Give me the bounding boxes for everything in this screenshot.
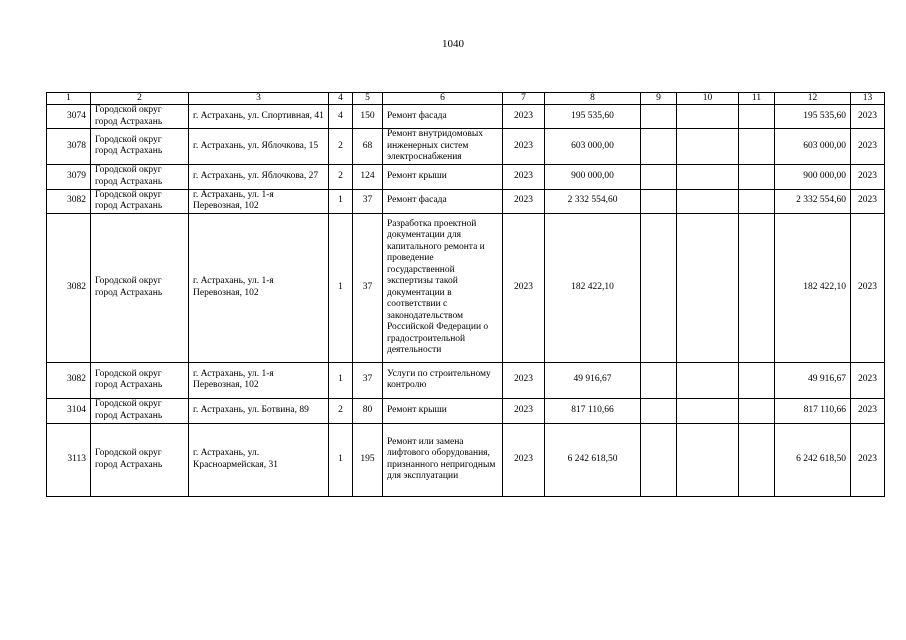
- work-type-cell: Услуги по строительному контролю: [383, 362, 503, 398]
- column-header: 8: [545, 93, 641, 105]
- col5-cell: 68: [353, 129, 383, 165]
- col9-cell: [641, 423, 677, 496]
- municipality-cell: Городской округ город Астрахань: [91, 189, 189, 213]
- col4-cell: 1: [329, 189, 353, 213]
- total-cell: 195 535,60: [775, 105, 851, 129]
- address-cell: г. Астрахань, ул. Спортивная, 41: [189, 105, 329, 129]
- col5-cell: 150: [353, 105, 383, 129]
- column-header: 2: [91, 93, 189, 105]
- col9-cell: [641, 398, 677, 423]
- col10-cell: [677, 189, 739, 213]
- row-id: 3082: [47, 213, 91, 362]
- col9-cell: [641, 362, 677, 398]
- end-year-cell: 2023: [851, 105, 885, 129]
- work-type-cell: Ремонт крыши: [383, 398, 503, 423]
- row-id: 3079: [47, 164, 91, 189]
- col11-cell: [739, 129, 775, 165]
- end-year-cell: 2023: [851, 213, 885, 362]
- cost-cell: 49 916,67: [545, 362, 641, 398]
- column-header: 10: [677, 93, 739, 105]
- total-cell: 900 000,00: [775, 164, 851, 189]
- col10-cell: [677, 362, 739, 398]
- cost-cell: 195 535,60: [545, 105, 641, 129]
- column-header: 5: [353, 93, 383, 105]
- col11-cell: [739, 362, 775, 398]
- total-cell: 817 110,66: [775, 398, 851, 423]
- column-header: 11: [739, 93, 775, 105]
- col11-cell: [739, 213, 775, 362]
- col4-cell: 4: [329, 105, 353, 129]
- col11-cell: [739, 164, 775, 189]
- cost-cell: 182 422,10: [545, 213, 641, 362]
- municipality-cell: Городской округ город Астрахань: [91, 129, 189, 165]
- cost-cell: 603 000,00: [545, 129, 641, 165]
- table-row: [47, 189, 885, 213]
- row-id: 3082: [47, 189, 91, 213]
- address-cell: г. Астрахань, ул. 1-я Перевозная, 102: [189, 362, 329, 398]
- table-row: [47, 105, 885, 129]
- column-header: 7: [503, 93, 545, 105]
- col4-cell: 2: [329, 398, 353, 423]
- year-cell: 2023: [503, 213, 545, 362]
- col10-cell: [677, 213, 739, 362]
- cost-cell: 2 332 554,60: [545, 189, 641, 213]
- row-id: 3078: [47, 129, 91, 165]
- col9-cell: [641, 213, 677, 362]
- col5-cell: 37: [353, 189, 383, 213]
- year-cell: 2023: [503, 105, 545, 129]
- col10-cell: [677, 423, 739, 496]
- work-type-cell: Ремонт или замена лифтового оборудования, признанного непригодным для эксплуатации: [383, 423, 503, 496]
- capital-repair-table: [46, 92, 885, 497]
- municipality-cell: Городской округ город Астрахань: [91, 213, 189, 362]
- municipality-cell: Городской округ город Астрахань: [91, 164, 189, 189]
- work-type-cell: Ремонт внутридомовых инженерных систем электроснабжения: [383, 129, 503, 165]
- cost-cell: 900 000,00: [545, 164, 641, 189]
- col5-cell: 124: [353, 164, 383, 189]
- row-id: 3113: [47, 423, 91, 496]
- year-cell: 2023: [503, 398, 545, 423]
- col5-cell: 80: [353, 398, 383, 423]
- work-type-cell: Ремонт фасада: [383, 105, 503, 129]
- total-cell: 603 000,00: [775, 129, 851, 165]
- page-number: 1040: [442, 38, 464, 50]
- col5-cell: 37: [353, 213, 383, 362]
- table-row: [47, 398, 885, 423]
- municipality-cell: Городской округ город Астрахань: [91, 423, 189, 496]
- year-cell: 2023: [503, 129, 545, 165]
- table-row: [47, 362, 885, 398]
- row-id: 3082: [47, 362, 91, 398]
- table-row: [47, 423, 885, 496]
- col10-cell: [677, 129, 739, 165]
- col11-cell: [739, 189, 775, 213]
- year-cell: 2023: [503, 423, 545, 496]
- end-year-cell: 2023: [851, 129, 885, 165]
- table-row: [47, 213, 885, 362]
- municipality-cell: Городской округ город Астрахань: [91, 362, 189, 398]
- col4-cell: 1: [329, 423, 353, 496]
- column-header: 4: [329, 93, 353, 105]
- municipality-cell: Городской округ город Астрахань: [91, 398, 189, 423]
- col11-cell: [739, 105, 775, 129]
- year-cell: 2023: [503, 362, 545, 398]
- col11-cell: [739, 423, 775, 496]
- column-header: 12: [775, 93, 851, 105]
- column-number-row: [47, 93, 885, 105]
- column-header: 6: [383, 93, 503, 105]
- total-cell: 182 422,10: [775, 213, 851, 362]
- address-cell: г. Астрахань, ул. Ботвина, 89: [189, 398, 329, 423]
- col4-cell: 2: [329, 129, 353, 165]
- row-id: 3074: [47, 105, 91, 129]
- column-header: 1: [47, 93, 91, 105]
- col9-cell: [641, 189, 677, 213]
- end-year-cell: 2023: [851, 164, 885, 189]
- cost-cell: 817 110,66: [545, 398, 641, 423]
- address-cell: г. Астрахань, ул. Красноармейская, 31: [189, 423, 329, 496]
- col10-cell: [677, 105, 739, 129]
- address-cell: г. Астрахань, ул. Яблочкова, 15: [189, 129, 329, 165]
- column-header: 13: [851, 93, 885, 105]
- col9-cell: [641, 129, 677, 165]
- column-header: 3: [189, 93, 329, 105]
- col5-cell: 195: [353, 423, 383, 496]
- table-row: [47, 164, 885, 189]
- col9-cell: [641, 105, 677, 129]
- year-cell: 2023: [503, 164, 545, 189]
- col10-cell: [677, 398, 739, 423]
- year-cell: 2023: [503, 189, 545, 213]
- col5-cell: 37: [353, 362, 383, 398]
- end-year-cell: 2023: [851, 398, 885, 423]
- column-header: 9: [641, 93, 677, 105]
- col4-cell: 1: [329, 362, 353, 398]
- work-type-cell: Ремонт фасада: [383, 189, 503, 213]
- municipality-cell: Городской округ город Астрахань: [91, 105, 189, 129]
- total-cell: 6 242 618,50: [775, 423, 851, 496]
- work-type-cell: Ремонт крыши: [383, 164, 503, 189]
- col4-cell: 1: [329, 213, 353, 362]
- total-cell: 2 332 554,60: [775, 189, 851, 213]
- end-year-cell: 2023: [851, 362, 885, 398]
- col9-cell: [641, 164, 677, 189]
- address-cell: г. Астрахань, ул. 1-я Перевозная, 102: [189, 213, 329, 362]
- end-year-cell: 2023: [851, 423, 885, 496]
- work-type-cell: Разработка проектной документации для капитального ремонта и проведение государственной экспертизы такой документации в соответствии с законодательством Российской Федерации о градостроительной деятельности: [383, 213, 503, 362]
- col11-cell: [739, 398, 775, 423]
- col4-cell: 2: [329, 164, 353, 189]
- row-id: 3104: [47, 398, 91, 423]
- cost-cell: 6 242 618,50: [545, 423, 641, 496]
- total-cell: 49 916,67: [775, 362, 851, 398]
- end-year-cell: 2023: [851, 189, 885, 213]
- address-cell: г. Астрахань, ул. Яблочкова, 27: [189, 164, 329, 189]
- address-cell: г. Астрахань, ул. 1-я Перевозная, 102: [189, 189, 329, 213]
- table-row: [47, 129, 885, 165]
- col10-cell: [677, 164, 739, 189]
